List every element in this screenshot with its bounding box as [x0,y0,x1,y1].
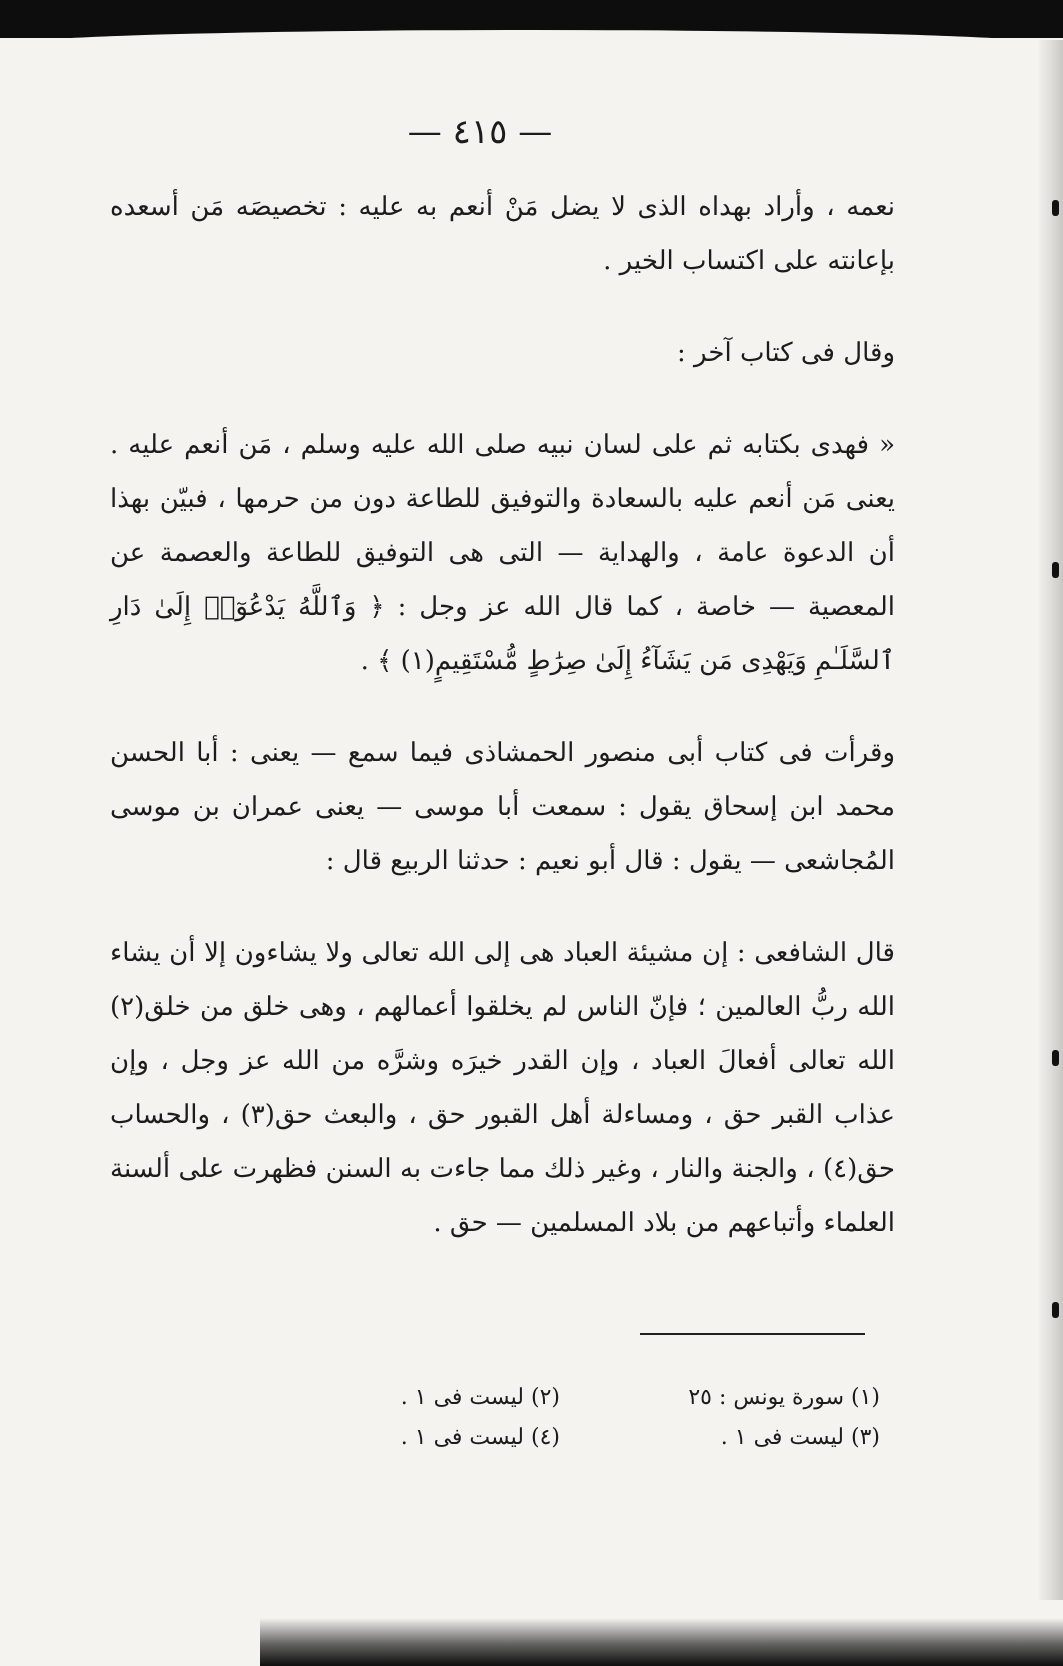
footnote: (٣) ليست فى ١ . [720,1425,880,1450]
footnote: (٤) ليست فى ١ . [400,1425,560,1450]
paragraph: قال الشافعى : إن مشيئة العباد هى إلى الله تعالى ولا يشاءون إلا أن يشاء الله ربُّ العالمين ؛ فإنّ الناس لم يخلقوا أعمالهم ، وهى خلق من خلق(٢) الله تعالى أفعالَ العباد ، وإن القدر خيرَه وشرَّه من الله عز وجل ، وإن عذاب القبر حق ، ومساءلة أهل القبور حق ، والبعث حق(٣) ، والحساب حق(٤) ، والجنة والنار ، وغير ذلك مما جاءت به السنن فظهرت على ألسنة العلماء وأتباعهم من بلاد المسلمين — حق . [110,938,895,1238]
edge-mark [1052,562,1059,578]
paragraph: وقال فى كتاب آخر : [677,338,895,368]
page-body [110,180,895,1250]
footnote-row [300,1418,880,1458]
footnote: (٢) ليست فى ١ . [400,1385,560,1410]
footnote: (١) سورة يونس : ٢٥ [688,1385,880,1410]
footnote-separator [640,1333,865,1335]
footnotes [300,1378,880,1458]
page-right-edge [1037,40,1063,1600]
paragraph: نعمه ، وأراد بهداه الذى لا يضل مَنْ أنعم به عليه : تخصيصَه مَن أسعده بإعانته على اكتساب الخير . [110,192,895,276]
paragraph: « فهدى بكتابه ثم على لسان نبيه صلى الله عليه وسلم ، مَن أنعم عليه . يعنى مَن أنعم عليه بالسعادة والتوفيق للطاعة دون من حرمها ، فبيّن بهذا أن الدعوة عامة ، والهداية — التى هى التوفيق للطاعة والعصمة عن المعصية — خاصة ، كما قال الله عز وجل : ﴿ وَٱللَّهُ يَدْعُوٓا۟ إِلَىٰ دَارِ ٱلسَّلَـٰمِ وَيَهْدِى مَن يَشَآءُ إِلَىٰ صِرَٰطٍ مُّسْتَقِيمٍ(١) ﴾ . [110,430,895,676]
edge-mark [1052,1050,1059,1066]
edge-mark [1052,200,1059,216]
edge-mark [1052,1302,1059,1318]
footnote-row [300,1378,880,1418]
scan-bottom-shadow [260,1618,1063,1666]
page-number: — ٤١٥ — [407,112,553,152]
paragraph: وقرأت فى كتاب أبى منصور الحمشاذى فيما سمع — يعنى : أبا الحسن محمد ابن إسحاق يقول : سمعت أبا موسى — يعنى عمران بن موسى المُجاشعى — يقول : قال أبو نعيم : حدثنا الربيع قال : [110,738,895,876]
